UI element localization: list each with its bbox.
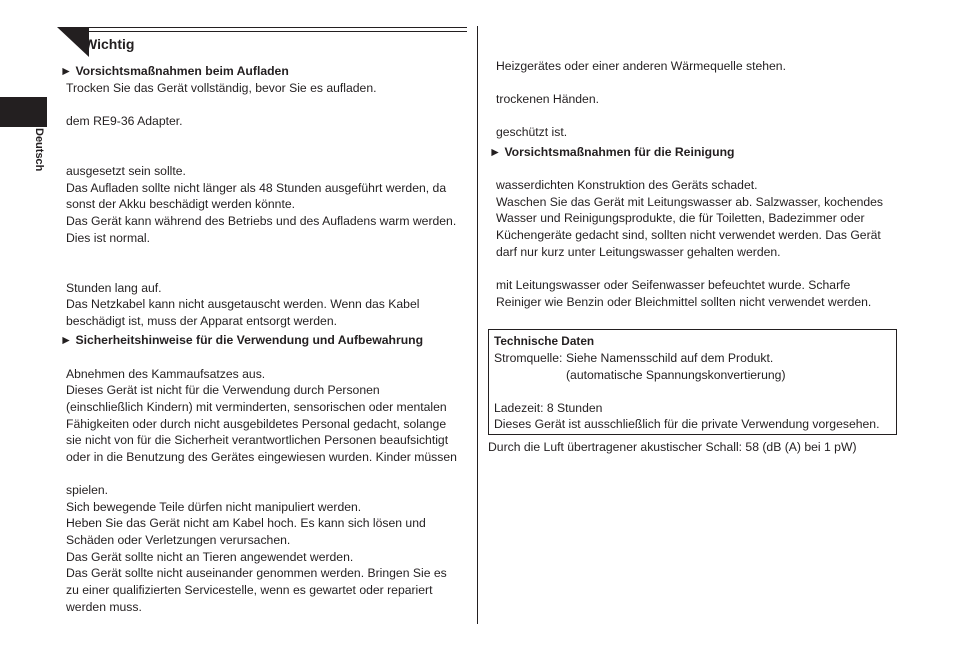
cleaning-line: Reiniger wie Benzin oder Bleichmittel sollten nicht verwendet werden.	[496, 295, 872, 309]
safety-line: werden muss.	[66, 600, 142, 614]
charging-line: Dies ist normal.	[66, 231, 150, 245]
technical-data-title: Technische Daten	[494, 334, 595, 348]
charging-line: ausgesetzt sein sollte.	[66, 164, 186, 178]
safety-line: sie nicht von für die Sicherheit verantwortlichen Personen beaufsichtigt	[66, 433, 449, 447]
charging-line: sonst der Akku beschädigt werden könnte.	[66, 197, 295, 211]
safety-line: oder in die Benutzung des Gerätes eingewiesen wurden. Kinder müssen	[66, 450, 457, 464]
heading-rule-bottom	[89, 31, 467, 32]
charging-line: Stunden lang auf.	[66, 281, 162, 295]
language-tab-label: Deutsch	[33, 128, 45, 172]
storage-line: geschützt ist.	[496, 125, 568, 139]
safety-line: Dieses Gerät ist nicht für die Verwendung durch Personen	[66, 383, 380, 397]
cleaning-line: wasserdichten Konstruktion des Geräts schadet.	[496, 178, 758, 192]
safety-line: zu einer qualifizierten Servicestelle, wenn es gewartet oder repariert	[66, 583, 433, 597]
storage-line: trockenen Händen.	[496, 92, 599, 106]
charge-time: Ladezeit: 8 Stunden	[494, 401, 603, 415]
safety-line: Das Gerät sollte nicht an Tieren angewendet werden.	[66, 550, 354, 564]
subheading-safety: ► Sicherheitshinweise für die Verwendung und Aufbewahrung	[60, 333, 424, 347]
cleaning-line: Küchengeräte gedacht sind, sollten nicht verwendet werden. Das Gerät	[496, 228, 881, 242]
subheading-charging: ► Vorsichtsmaßnahmen beim Aufladen	[60, 64, 289, 78]
charging-line: Das Aufladen sollte nicht länger als 48 Stunden ausgeführt werden, da	[66, 181, 447, 195]
noise-emission: Durch die Luft übertragener akustischer Schall: 58 (dB (A) bei 1 pW)	[488, 440, 857, 454]
power-source-note: (automatische Spannungskonvertierung)	[566, 368, 786, 382]
charging-line: beschädigt ist, muss der Apparat entsorgt werden.	[66, 314, 337, 328]
safety-line: Heben Sie das Gerät nicht am Kabel hoch. Es kann sich lösen und	[66, 516, 426, 530]
cleaning-line: darf nur kurz unter Leitungswasser gehalten werden.	[496, 245, 781, 259]
column-divider	[477, 26, 478, 624]
safety-line: Das Gerät sollte nicht auseinander genommen werden. Bringen Sie es	[66, 566, 447, 580]
language-tab-marker	[0, 97, 47, 127]
power-source-label: Stromquelle:	[494, 351, 563, 365]
private-use-note: Dieses Gerät ist ausschließlich für die private Verwendung vorgesehen.	[494, 417, 880, 431]
cleaning-line: Wasser und Reinigungsprodukte, die für Toiletten, Badezimmer oder	[496, 211, 865, 225]
charging-line: Das Netzkabel kann nicht ausgetauscht werden. Wenn das Kabel	[66, 297, 420, 311]
section-heading-wichtig: Wichtig	[84, 36, 135, 52]
safety-line: (einschließlich Kindern) mit verminderten, sensorischen oder mentalen	[66, 400, 447, 414]
charging-line: dem RE9-36 Adapter.	[66, 114, 183, 128]
cleaning-line: Waschen Sie das Gerät mit Leitungswasser ab. Salzwasser, kochendes	[496, 195, 884, 209]
safety-line: Sich bewegende Teile dürfen nicht manipuliert werden.	[66, 500, 362, 514]
heading-rule-top	[89, 27, 467, 28]
charging-line: Das Gerät kann während des Betriebs und des Aufladens warm werden.	[66, 214, 457, 228]
cleaning-line: mit Leitungswasser oder Seifenwasser befeuchtet wurde. Scharfe	[496, 278, 851, 292]
safety-line: Schäden oder Verletzungen verursachen.	[66, 533, 291, 547]
safety-line: spielen.	[66, 483, 109, 497]
charging-line: Trocken Sie das Gerät vollständig, bevor Sie es aufladen.	[66, 81, 377, 95]
safety-line: Fähigkeiten oder durch nicht ausgebildetes Personal gedacht, solange	[66, 417, 447, 431]
power-source-value: Siehe Namensschild auf dem Produkt.	[566, 351, 774, 365]
storage-line: Heizgerätes oder einer anderen Wärmequelle stehen.	[496, 59, 786, 73]
safety-line: Abnehmen des Kammaufsatzes aus.	[66, 367, 266, 381]
subheading-cleaning: ► Vorsichtsmaßnahmen für die Reinigung	[489, 145, 735, 159]
